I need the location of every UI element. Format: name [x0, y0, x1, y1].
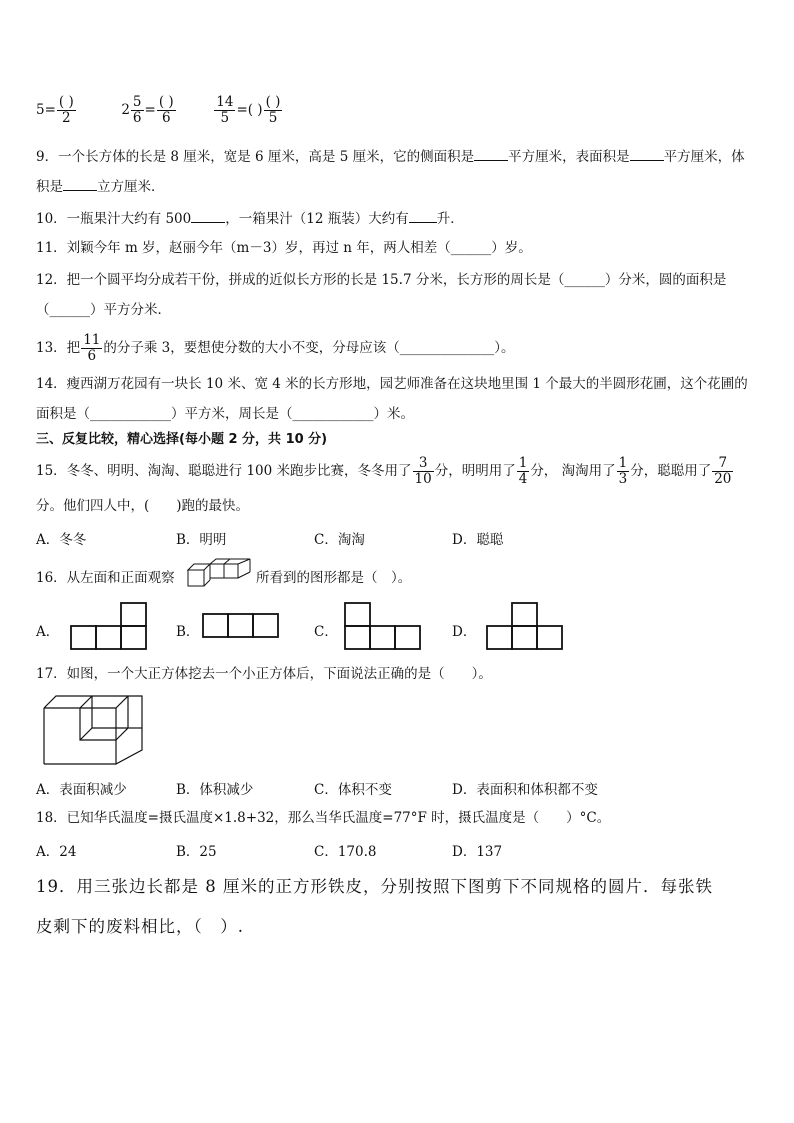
question-16-suffix: 所看到的图形都是（ ）。 — [256, 570, 412, 586]
frac-b-whole: 2 — [121, 102, 130, 118]
q15-frac-3: $\frac{1}{3}$ — [618, 455, 628, 487]
q16-option-b[interactable]: B． — [176, 624, 200, 640]
question-14-line-1: 14．瘦西湖万花园有一块长 10 米、宽 4 米的长方形地，园艺师准备在这块地里围 1 个最大的半圆形花圃，这个花圃的 — [36, 376, 748, 392]
q15-frac-4: $\frac{7}{20}$ — [714, 455, 732, 487]
q15-option-c[interactable]: C．淘淘 — [314, 532, 365, 548]
q16-option-d-figure[interactable] — [486, 601, 566, 651]
frac-c: $\frac{14}{5}$ — [216, 94, 234, 126]
frac-b-eq: = — [144, 102, 156, 118]
question-10: 10．一瓶果汁大约有 500 ，一箱果汁（12 瓶装）大约有 升． — [36, 208, 764, 229]
q10-blank-2[interactable] — [409, 208, 437, 223]
q15-frac-2: $\frac{1}{4}$ — [518, 455, 528, 487]
q16-option-a-figure[interactable] — [70, 601, 150, 651]
question-15-line-1: 15．冬冬、明明、淘淘、聪聪进行 100 米跑步比赛，冬冬用了 $\frac{3}{10}$ 分，明明用了 $\frac{1}{4}$ 分， 淘淘用了 $\frac{1}{3}$ 分，聪聪用了 $\frac{7}{20}$ — [36, 455, 732, 487]
question-13: 13．把 $\frac{11}{6}$ 的分子乘 3，要想使分数的大小不变，分母应该（______________）。 — [36, 332, 515, 364]
question-19-line-1: 19．用三张边长都是 8 厘米的正方形铁皮，分别按照下图剪下不同规格的圆片．每张铁 — [36, 877, 713, 896]
question-11: 11．刘颖今年 m 岁，赵丽今年（m－3）岁，再过 n 年，两人相差（______）岁。 — [36, 240, 532, 256]
frac-a: $\frac{( )}{2}$ — [58, 94, 74, 126]
q17-option-d[interactable]: D．表面积和体积都不变 — [452, 782, 598, 798]
question-12-line-1: 12．把一个圆平均分成若干份，拼成的近似长方形的长是 15.7 分米，长方形的周长是（______）分米，圆的面积是 — [36, 272, 727, 288]
frac-c-right: $\frac{( )}{5}$ — [265, 94, 281, 126]
q9-blank-3[interactable] — [63, 176, 97, 191]
q15-option-b[interactable]: B．明明 — [176, 532, 227, 548]
q15-option-a[interactable]: A．冬冬 — [36, 532, 87, 548]
fraction-row — [36, 88, 764, 132]
q17-option-b[interactable]: B．体积减少 — [176, 782, 254, 798]
question-9-line-1: 9．一个长方体的长是 8 厘米，宽是 6 厘米，高是 5 厘米，它的侧面积是 平方厘米，表面积是 平方厘米，体 — [36, 146, 764, 167]
q10-blank-1[interactable] — [191, 208, 225, 223]
q18-option-b[interactable]: B．25 — [176, 844, 217, 860]
q15-option-d[interactable]: D．聪聪 — [452, 532, 504, 548]
q16-option-c[interactable]: C． — [314, 624, 338, 640]
question-19-line-2: 皮剩下的废料相比，（ ）. — [36, 917, 244, 936]
q9-blank-2[interactable] — [630, 146, 664, 161]
q18-option-a[interactable]: A．24 — [36, 844, 77, 860]
q18-option-c[interactable]: C．170.8 — [314, 844, 377, 860]
q16-option-c-figure[interactable] — [344, 601, 424, 651]
frac-b-right: $\frac{( )}{6}$ — [158, 94, 174, 126]
question-17: 17．如图，一个大正方体挖去一个小正方体后，下面说法正确的是（ ）。 — [36, 666, 492, 682]
question-18: 18．已知华氏温度=摄氏温度×1.8+32，那么当华氏温度=77°F 时，摄氏温度是（ ）°C。 — [36, 810, 611, 826]
question-12-line-2: （______）平方分米． — [36, 302, 171, 318]
q17-option-a[interactable]: A．表面积减少 — [36, 782, 127, 798]
frac-c-eq: =( ) — [236, 102, 263, 118]
frac-b: $\frac{5}{6}$ — [132, 94, 142, 126]
q17-option-c[interactable]: C．体积不变 — [314, 782, 392, 798]
q16-option-b-figure[interactable] — [202, 612, 282, 640]
question-16-prefix: 16．从左面和正面观察 — [36, 570, 175, 586]
cube-with-notch-figure — [42, 694, 146, 766]
q13-fraction: $\frac{11}{6}$ — [83, 332, 101, 364]
question-14-line-2: 面积是（____________）平方米，周长是（____________）米。 — [36, 406, 414, 422]
section-3-heading: 三、反复比较，精心选择(每小题 2 分，共 10 分) — [36, 432, 328, 447]
q18-option-d[interactable]: D．137 — [452, 844, 503, 860]
q16-option-d[interactable]: D． — [452, 624, 477, 640]
frac-a-lhs: 5= — [36, 102, 56, 118]
question-9-line-2: 积是 立方厘米． — [36, 176, 764, 197]
q16-option-a[interactable]: A． — [36, 624, 60, 640]
q15-frac-1: $\frac{3}{10}$ — [414, 455, 432, 487]
cube-stack-figure — [186, 558, 252, 590]
question-15-line-2: 分。他们四人中，( )跑的最快。 — [36, 498, 250, 514]
q9-blank-1[interactable] — [474, 146, 508, 161]
